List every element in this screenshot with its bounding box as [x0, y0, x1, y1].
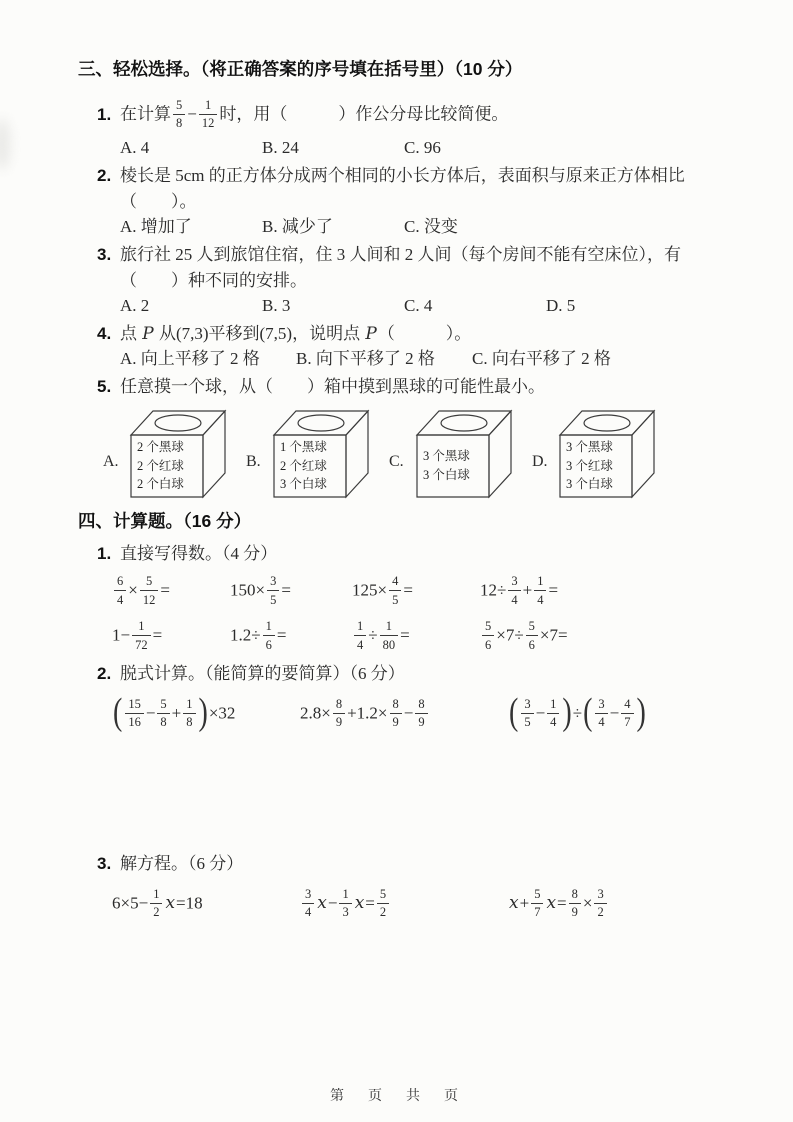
question-4-number: 4.	[97, 324, 112, 343]
question-2-number: 2.	[97, 166, 112, 185]
question-1-text: 在计算 $\frac{5}{8}$ − $\frac{1}{12}$ 时，用（ ）作公分母比较简便。	[120, 97, 509, 130]
calc-q3-number: 3.	[97, 854, 112, 873]
box-line: 3 个红球	[566, 458, 613, 473]
math-expression: $\frac{3}{4}$ x− $\frac{1}{3}$ x= $\frac{5}{2}$	[300, 889, 508, 920]
calc-q1-number: 1.	[97, 544, 112, 563]
math-expression: $\frac{6}{4}$ × $\frac{5}{12}$ =	[112, 576, 230, 607]
equations-row	[0, 879, 793, 929]
box-line: 3 个黑球	[423, 449, 470, 464]
box-line: 3 个白球	[280, 477, 327, 492]
question-3-text-line1: 旅行社 25 人到旅馆住宿，住 3 人间和 2 人间（每个房间不能有空床位），有	[120, 245, 681, 264]
question-2	[0, 163, 793, 189]
option-a: A. 增加了	[120, 217, 192, 236]
question-2-text-line2: （ ）。	[120, 192, 197, 211]
calc-q3-label: 解方程。（6 分）	[120, 854, 244, 873]
option-d: D. 5	[546, 296, 576, 315]
work-space	[0, 739, 793, 849]
box-line: 2 个红球	[280, 458, 327, 473]
ball-box-a	[103, 405, 246, 500]
box-line: 1 个黑球	[280, 439, 327, 454]
box-label: A.	[103, 453, 119, 470]
calc-q2-number: 2.	[97, 664, 112, 683]
math-expression: x+ $\frac{5}{7}$ x= $\frac{8}{9}$ × $\frac{3}{2}$	[508, 889, 793, 920]
question-3-number: 3.	[97, 245, 112, 264]
option-c: C. 96	[404, 138, 441, 157]
calc-q2-title	[0, 661, 793, 687]
calc-q1-label: 直接写得数。（4 分）	[120, 544, 278, 563]
calc-q3-title	[0, 851, 793, 877]
box-line: 3 个黑球	[566, 439, 613, 454]
question-1	[0, 94, 793, 136]
direct-computation-row-2	[0, 614, 793, 659]
math-expression: 6×5− $\frac{1}{2}$ x=18	[112, 886, 203, 919]
option-a: A. 4	[120, 138, 150, 157]
math-expression: 125× $\frac{4}{5}$ =	[352, 574, 413, 607]
box-label: C.	[389, 453, 404, 470]
box-figure	[415, 405, 517, 499]
box-contents	[277, 436, 347, 496]
question-2-options	[0, 215, 793, 239]
box-label: D.	[532, 453, 548, 470]
section-3-heading: 三、轻松选择。（将正确答案的序号填在括号里）（10 分）	[78, 59, 523, 79]
question-4-text: 点 P 从(7,3)平移到(7,5)，说明点 P（ ）。	[120, 324, 472, 344]
ball-box-c	[389, 405, 532, 500]
math-expression: 2.8× $\frac{8}{9}$ +1.2× $\frac{8}{9}$ − $\frac{8}{9}$	[300, 699, 508, 730]
option-c: C. 4	[404, 296, 433, 315]
box-figure	[129, 405, 231, 499]
option-b: B. 3	[262, 296, 291, 315]
question-4-options	[0, 347, 793, 371]
option-b: B. 24	[262, 138, 299, 157]
option-a: A. 2	[120, 296, 150, 315]
math-expression: 12÷ $\frac{3}{4}$ + $\frac{1}{4}$ =	[480, 574, 559, 607]
step-calculation-row	[0, 689, 793, 739]
box-contents	[420, 436, 490, 496]
math-expression: $\frac{5}{6}$ ×7÷ $\frac{5}{6}$ ×7=	[480, 621, 793, 652]
question-1-options	[0, 136, 793, 160]
page-footer: 第 页 共 页	[330, 1089, 463, 1104]
question-5-text: 任意摸一个球，从（ ）箱中摸到黑球的可能性最小。	[120, 377, 545, 396]
ball-box-d	[532, 405, 675, 500]
calc-q1-title	[0, 541, 793, 567]
math-expression: 1− $\frac{1}{72}$ =	[112, 619, 163, 652]
math-expression: 1.2÷ $\frac{1}{6}$ =	[230, 619, 287, 652]
box-figure	[272, 405, 374, 499]
option-b: B. 减少了	[262, 217, 333, 236]
math-expression: ( $\frac{15}{16}$ − $\frac{5}{8}$ + $\frac{1}{8}$ )×32	[113, 691, 236, 734]
option-c: C. 没变	[404, 217, 458, 236]
box-line: 2 个白球	[137, 477, 184, 492]
question-5-ball-boxes	[0, 405, 793, 500]
box-line: 2 个红球	[137, 458, 184, 473]
box-line: 2 个黑球	[137, 439, 184, 454]
question-2-text-line1: 棱长是 5cm 的正方体分成两个相同的小长方体后，表面积与原来正方体相比	[120, 166, 685, 185]
question-5	[0, 374, 793, 400]
box-line: 3 个白球	[566, 477, 613, 492]
math-expression: $\frac{1}{4}$ ÷ $\frac{1}{80}$ =	[352, 621, 480, 652]
question-3-options	[0, 294, 793, 318]
math-expression: 150× $\frac{3}{5}$ =	[230, 574, 291, 607]
option-b: B. 向下平移了 2 格	[296, 349, 435, 368]
box-figure	[558, 405, 660, 499]
question-3-text-line2: （ ）种不同的安排。	[120, 271, 307, 290]
box-line: 3 个白球	[423, 468, 470, 482]
section-4-heading: 四、计算题。（16 分）	[78, 511, 252, 531]
box-contents	[134, 436, 204, 496]
box-contents	[563, 436, 633, 496]
direct-computation-row-1	[0, 569, 793, 614]
box-label: B.	[246, 453, 261, 470]
option-a: A. 向上平移了 2 格	[120, 349, 260, 368]
question-1-number: 1.	[97, 105, 112, 124]
question-3	[0, 242, 793, 268]
math-expression: ( $\frac{3}{5}$ − $\frac{1}{4}$ )÷( $\frac{3}{4}$ − $\frac{4}{7}$ )	[509, 691, 646, 734]
question-5-number: 5.	[97, 377, 112, 396]
question-4	[0, 321, 793, 347]
calc-q2-label: 脱式计算。（能简算的要简算）（6 分）	[120, 664, 405, 683]
option-c: C. 向右平移了 2 格	[472, 349, 611, 368]
ball-box-b	[246, 405, 389, 500]
